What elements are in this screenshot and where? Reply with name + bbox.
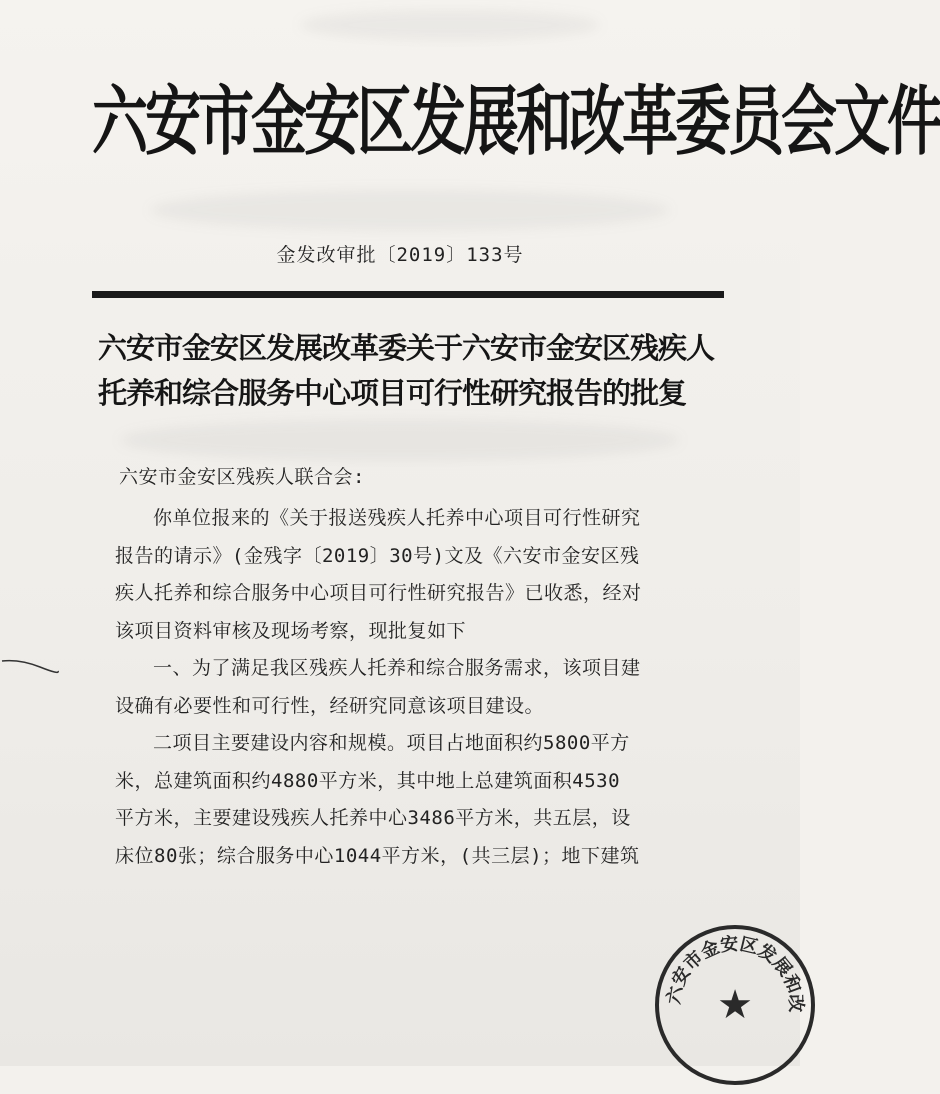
body-line: 一、为了满足我区残疾人托养和综合服务需求，该项目建 <box>153 657 641 679</box>
body-text <box>115 500 715 875</box>
header-divider <box>92 291 724 298</box>
scan-smudge <box>300 10 600 40</box>
doc-title-line: 托养和综合服务中心项目可行性研究报告的批复 <box>98 376 687 410</box>
scan-smudge <box>150 190 670 230</box>
scan-smudge <box>120 420 680 460</box>
doc-title <box>98 326 738 416</box>
body-line: 米，总建筑面积约4880平方米，其中地上总建筑面积4530 <box>115 769 621 792</box>
body-line: 你单位报来的《关于报送残疾人托养中心项目可行性研究 <box>153 507 641 529</box>
seal-graphic <box>650 920 820 1090</box>
doc-number: 金发改审批〔2019〕133号 <box>276 244 524 266</box>
official-seal <box>650 920 820 1090</box>
body-line: 平方米，主要建设残疾人托养中心3486平方米，共五层，设 <box>115 807 631 829</box>
body-line: 疾人托养和综合服务中心项目可行性研究报告》已收悉，经对 <box>115 582 642 604</box>
recipient: 六安市金安区残疾人联合会: <box>119 466 365 488</box>
org-header: 六安市金安区发展和改革委员会文件 <box>92 77 940 167</box>
body-line: 床位80张；综合服务中心1044平方米，(共三层)；地下建筑 <box>115 844 640 867</box>
body-line: 报告的请示》(金残字〔2019〕30号)文及《六安市金安区残 <box>115 544 640 567</box>
body-line: 二项目主要建设内容和规模。项目占地面积约5800平方 <box>153 732 630 754</box>
seal-star-icon: ★ <box>717 982 753 1028</box>
scan-scratch <box>0 655 60 675</box>
body-line: 该项目资料审核及现场考察，现批复如下 <box>115 619 467 642</box>
body-line: 设确有必要性和可行性，经研究同意该项目建设。 <box>115 694 545 717</box>
seal-text: 六安市金安区发展和改 <box>663 933 807 1013</box>
doc-title-line: 六安市金安区发展改革委关于六安市金安区残疾人 <box>98 331 715 365</box>
